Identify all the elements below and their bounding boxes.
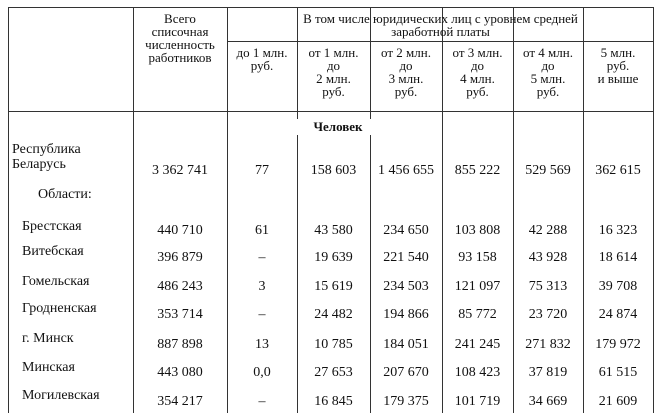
table-border-right (653, 7, 654, 413)
cell-value: 234 650 (383, 223, 429, 238)
header-col-4: от 3 млн. до 4 млн. руб. (452, 45, 503, 99)
cell-value: 234 503 (383, 279, 429, 294)
cell-value: 207 670 (383, 365, 429, 380)
header-col-3: от 2 млн. до 3 млн. руб. (381, 45, 431, 99)
cell-value: 271 832 (525, 337, 571, 352)
row-label: Гродненская (22, 301, 97, 316)
row-label: Гомельская (22, 274, 90, 289)
row-label: Брестская (22, 219, 82, 234)
cell-value: 21 609 (598, 394, 638, 409)
cell-total: 443 080 (157, 365, 203, 380)
cell-value: 77 (255, 163, 269, 178)
statistics-table (8, 7, 654, 413)
cell-value: 16 845 (314, 394, 353, 409)
cell-value: 221 540 (383, 250, 429, 265)
cell-value: 19 639 (314, 250, 353, 265)
cell-value: 184 051 (383, 337, 429, 352)
cell-value: 16 323 (598, 223, 638, 238)
cell-total: 353 714 (157, 307, 203, 322)
cell-value: 241 245 (454, 337, 501, 352)
header-total: Всего списочная численность работников (145, 11, 215, 65)
cell-value: – (258, 394, 266, 409)
row-label: Могилевская (22, 388, 100, 403)
header-col-2: от 1 млн. до 2 млн. руб. (308, 45, 359, 99)
cell-value: 93 158 (458, 250, 497, 265)
cell-value: 1 456 655 (378, 163, 434, 178)
cell-value: 194 866 (383, 307, 429, 322)
cell-value: 855 222 (454, 163, 501, 178)
cell-total: 396 879 (157, 250, 203, 265)
cell-value: 529 569 (525, 163, 571, 178)
cell-total: 486 243 (157, 279, 203, 294)
header-col-5: от 4 млн. до 5 млн. руб. (523, 45, 573, 99)
row-label: г. Минск (22, 331, 74, 346)
cell-value: 108 423 (454, 365, 501, 380)
cell-value: 179 972 (595, 337, 641, 352)
cell-value: 0,0 (253, 365, 271, 380)
table-border-top (8, 7, 654, 8)
cell-value: 3 (258, 279, 266, 294)
cell-value: 27 653 (314, 365, 353, 380)
cell-value: 24 874 (598, 307, 638, 322)
cell-value: 13 (255, 337, 269, 352)
cell-value: 34 669 (528, 394, 568, 409)
cell-value: 103 808 (454, 223, 501, 238)
section-label: Человек (258, 119, 418, 135)
cell-value: 121 097 (454, 279, 501, 294)
cell-total: 3 362 741 (152, 163, 208, 178)
cell-value: – (258, 307, 266, 322)
cell-value: 10 785 (314, 337, 353, 352)
cell-total: 887 898 (157, 337, 203, 352)
cell-value: 362 615 (595, 163, 641, 178)
cell-value: 75 313 (528, 279, 568, 294)
cell-value: 43 928 (528, 250, 568, 265)
row-label: Минская (22, 360, 75, 375)
header-group: В том числе юридических лиц с уровнем средней заработной платы (303, 11, 578, 39)
regions-label: Области: (38, 187, 92, 202)
column-divider (133, 7, 134, 413)
cell-value: – (258, 250, 266, 265)
row-label: Республика Беларусь (12, 142, 81, 172)
cell-total: 440 710 (157, 223, 203, 238)
cell-value: 101 719 (454, 394, 501, 409)
cell-value: 24 482 (314, 307, 353, 322)
table-border-left (8, 7, 9, 413)
cell-value: 85 772 (458, 307, 497, 322)
cell-value: 179 375 (383, 394, 429, 409)
header-col-1: до 1 млн. руб. (236, 45, 288, 73)
cell-value: 61 515 (598, 365, 638, 380)
cell-value: 18 614 (598, 250, 638, 265)
cell-value: 158 603 (310, 163, 357, 178)
cell-value: 43 580 (314, 223, 353, 238)
cell-value: 23 720 (528, 307, 568, 322)
cell-total: 354 217 (157, 394, 203, 409)
header-bottom-divider (8, 111, 654, 112)
group-header-divider (227, 41, 654, 42)
cell-value: 42 288 (528, 223, 568, 238)
cell-value: 15 619 (314, 279, 353, 294)
row-label: Витебская (22, 244, 84, 259)
cell-value: 39 708 (598, 279, 638, 294)
cell-value: 61 (255, 223, 269, 238)
header-col-6: 5 млн. руб. и выше (597, 45, 639, 86)
cell-value: 37 819 (528, 365, 568, 380)
